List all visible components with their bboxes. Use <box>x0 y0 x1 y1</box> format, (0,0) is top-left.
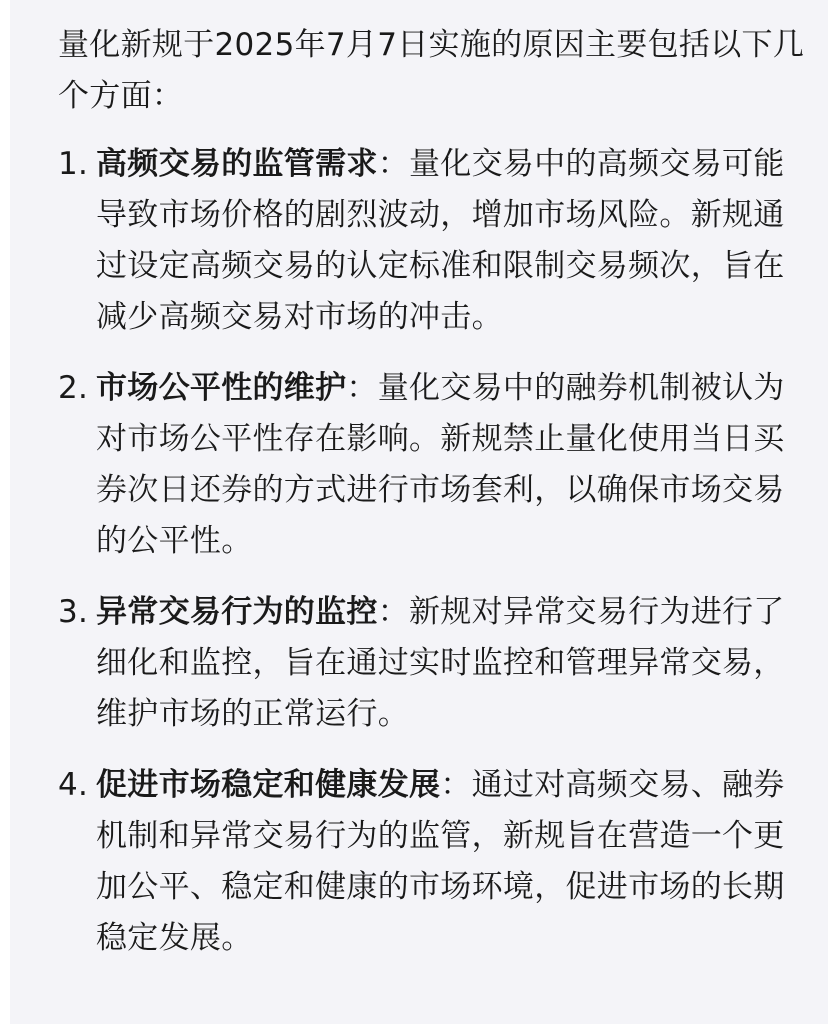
item-title: 异常交易行为的监控 <box>96 594 378 630</box>
item-body: ：量化交易中的融券机制被认为对市场公平性存在影响。新规禁止量化使用当日买券次日还券的方式进行市场套利，以确保市场交易的公平性。 <box>96 370 785 559</box>
list-item <box>58 363 808 567</box>
intro-text: 量化新规于2025年7月7日实施的原因主要包括以下几个方面： <box>58 27 805 114</box>
list-number: 1. <box>58 146 89 182</box>
list-item <box>58 139 808 343</box>
list-item <box>58 760 808 964</box>
item-title: 高频交易的监管需求 <box>96 146 378 182</box>
item-title: 市场公平性的维护 <box>96 370 347 406</box>
list-number: 4. <box>58 767 89 803</box>
list-number: 2. <box>58 370 89 406</box>
list-number: 3. <box>58 594 89 630</box>
item-body: ：新规对异常交易行为进行了细化和监控，旨在通过实时监控和管理异常交易，维护市场的正常运行。 <box>96 594 785 732</box>
reasons-list <box>58 139 808 964</box>
message-content <box>58 20 808 984</box>
message-bubble <box>10 0 828 1024</box>
item-body: ：量化交易中的高频交易可能导致市场价格的剧烈波动，增加市场风险。新规通过设定高频交易的认定标准和限制交易频次，旨在减少高频交易对市场的冲击。 <box>96 146 785 335</box>
item-body: ：通过对高频交易、融券机制和异常交易行为的监管，新规旨在营造一个更加公平、稳定和健康的市场环境，促进市场的长期稳定发展。 <box>96 767 785 956</box>
list-item <box>58 587 808 740</box>
item-title: 促进市场稳定和健康发展 <box>96 767 441 803</box>
